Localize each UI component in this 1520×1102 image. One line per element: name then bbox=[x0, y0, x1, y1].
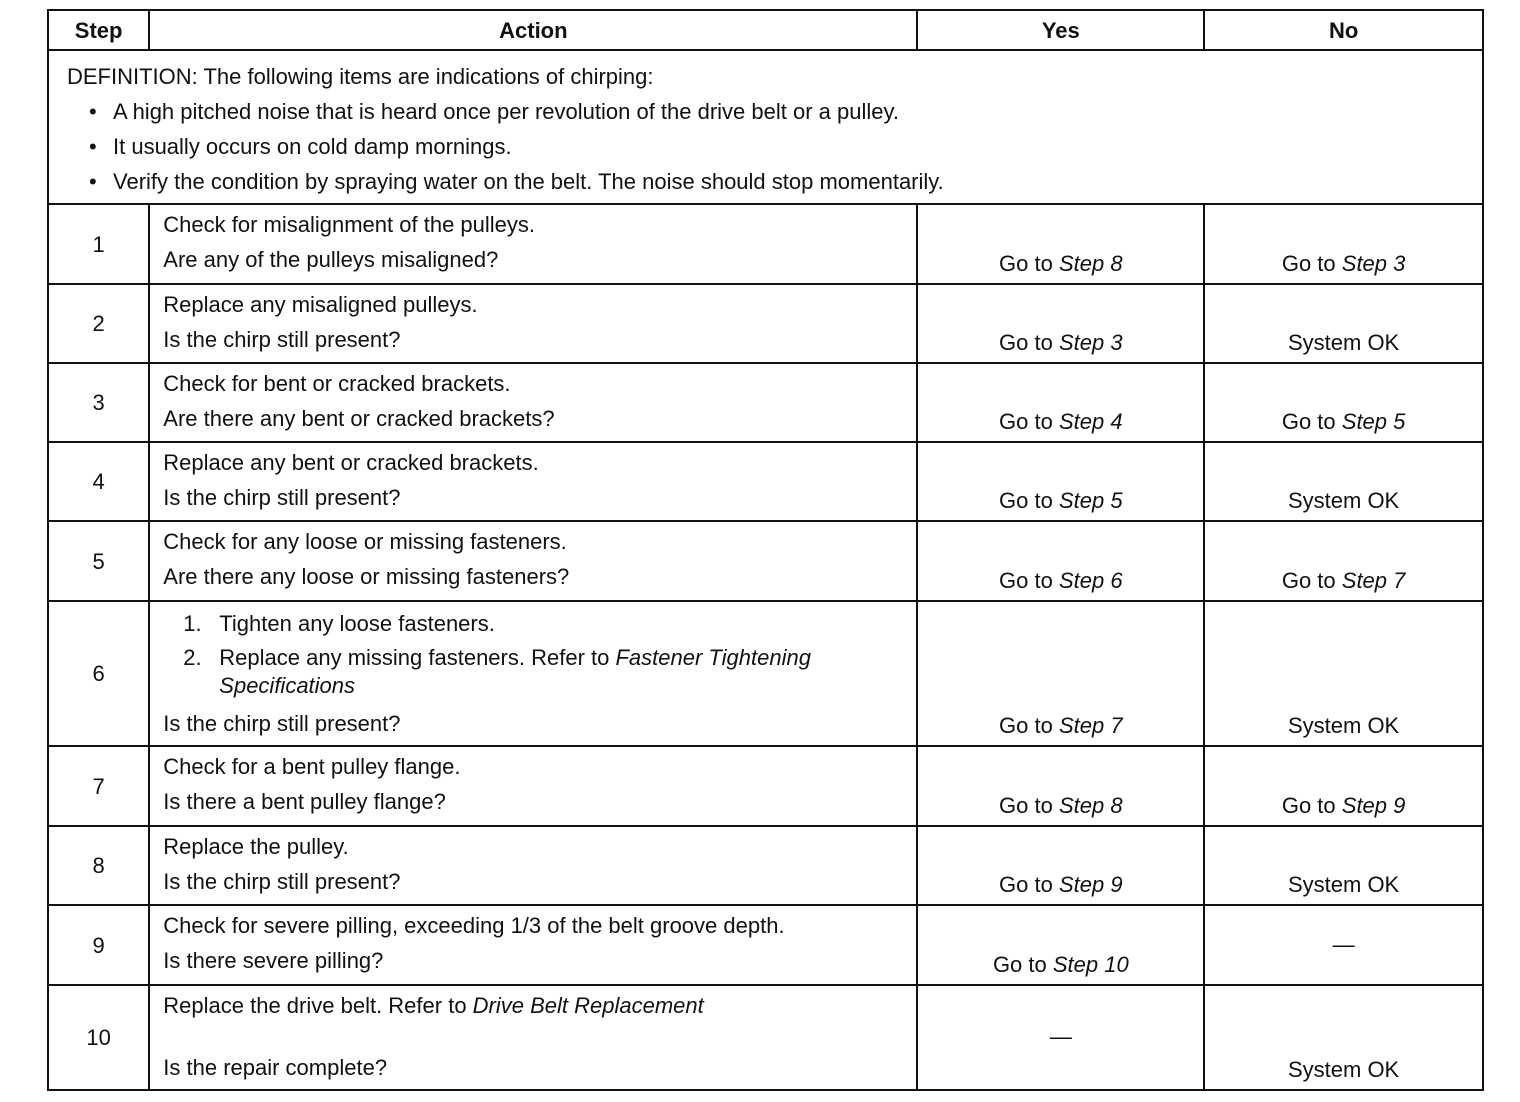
action-instruction: Replace any misaligned pulleys. bbox=[163, 292, 478, 317]
yes-prefix: Go to bbox=[999, 793, 1059, 818]
action-question: Are there any loose or missing fasteners? bbox=[163, 564, 570, 589]
yes-prefix: Go to bbox=[999, 488, 1059, 513]
header-no: No bbox=[1204, 10, 1483, 50]
step-number: 9 bbox=[48, 905, 149, 985]
action-cell bbox=[149, 905, 917, 985]
table-row bbox=[48, 284, 1483, 363]
yes-prefix: Go to bbox=[999, 713, 1059, 738]
yes-step-link[interactable]: Step 9 bbox=[1058, 872, 1123, 897]
yes-step-link[interactable]: Step 5 bbox=[1058, 488, 1123, 513]
action-question: Are any of the pulleys misaligned? bbox=[163, 247, 499, 272]
no-cell bbox=[1204, 204, 1483, 284]
yes-prefix: Go to bbox=[999, 330, 1059, 355]
step-number: 6 bbox=[48, 601, 149, 746]
action-question: Are there any bent or cracked brackets? bbox=[163, 406, 555, 431]
no-cell: System OK bbox=[1204, 601, 1483, 746]
definition-bullet: • A high pitched noise that is heard once per revolution of the drive belt or a pulley. bbox=[89, 94, 1466, 129]
table-row bbox=[48, 826, 1483, 905]
yes-prefix: Go to bbox=[992, 952, 1053, 977]
step-number: 1 bbox=[48, 204, 149, 284]
yes-cell bbox=[917, 284, 1204, 363]
table-row bbox=[48, 746, 1483, 826]
table-row bbox=[48, 363, 1483, 442]
drive-belt-replacement-link[interactable]: Drive Belt Replacement bbox=[472, 993, 704, 1018]
no-step-link[interactable]: Step 3 bbox=[1341, 251, 1406, 276]
table-row bbox=[48, 521, 1483, 601]
action-cell bbox=[149, 442, 917, 521]
action-question: Is the chirp still present? bbox=[163, 327, 401, 352]
yes-prefix: Go to bbox=[999, 409, 1059, 434]
action-instruction-text: Replace the drive belt. Refer to bbox=[163, 993, 473, 1018]
header-row bbox=[48, 10, 1483, 50]
yes-cell bbox=[917, 363, 1204, 442]
no-prefix: Go to bbox=[1281, 251, 1342, 276]
substep-text: Tighten any loose fasteners. bbox=[219, 611, 495, 636]
action-instruction bbox=[163, 988, 906, 1023]
yes-cell bbox=[917, 521, 1204, 601]
yes-cell bbox=[917, 905, 1204, 985]
step-number: 4 bbox=[48, 442, 149, 521]
no-cell: — bbox=[1204, 905, 1483, 985]
no-cell: System OK bbox=[1204, 826, 1483, 905]
step-number: 2 bbox=[48, 284, 149, 363]
definition-intro: DEFINITION: The following items are indications of chirping: bbox=[67, 64, 654, 89]
substep-number: 1. bbox=[183, 611, 202, 636]
action-cell bbox=[149, 204, 917, 284]
action-instruction: Check for misalignment of the pulleys. bbox=[163, 212, 536, 237]
action-cell bbox=[149, 746, 917, 826]
no-prefix: Go to bbox=[1281, 409, 1342, 434]
yes-cell bbox=[917, 826, 1204, 905]
yes-step-link[interactable]: Step 8 bbox=[1058, 251, 1123, 276]
header-yes: Yes bbox=[917, 10, 1204, 50]
action-cell bbox=[149, 826, 917, 905]
yes-cell bbox=[917, 442, 1204, 521]
yes-step-link[interactable]: Step 6 bbox=[1058, 568, 1123, 593]
yes-cell bbox=[917, 746, 1204, 826]
action-question: Is the repair complete? bbox=[163, 1055, 388, 1080]
yes-cell bbox=[917, 601, 1204, 746]
table-row bbox=[48, 905, 1483, 985]
substep-text-prefix: Replace any missing fasteners. Refer to bbox=[219, 645, 616, 670]
fastener-spec-link[interactable]: Fastener Tightening Specifications bbox=[219, 645, 811, 698]
header-action: Action bbox=[149, 10, 917, 50]
action-instruction: Check for any loose or missing fasteners. bbox=[163, 529, 567, 554]
step-number: 5 bbox=[48, 521, 149, 601]
definition-bullet: • It usually occurs on cold damp mornings. bbox=[89, 129, 1466, 164]
definition-cell bbox=[48, 50, 1483, 204]
no-prefix: Go to bbox=[1281, 793, 1342, 818]
action-question: Is the chirp still present? bbox=[163, 869, 401, 894]
no-cell: System OK bbox=[1204, 284, 1483, 363]
step-number: 10 bbox=[48, 985, 149, 1090]
definition-row bbox=[48, 50, 1483, 204]
action-instruction: Check for a bent pulley flange. bbox=[163, 754, 461, 779]
no-cell bbox=[1204, 746, 1483, 826]
no-cell: System OK bbox=[1204, 442, 1483, 521]
step-number: 7 bbox=[48, 746, 149, 826]
yes-cell bbox=[917, 204, 1204, 284]
step-number: 3 bbox=[48, 363, 149, 442]
substep-text bbox=[219, 644, 906, 700]
no-step-link[interactable]: Step 7 bbox=[1341, 568, 1406, 593]
yes-prefix: Go to bbox=[999, 251, 1059, 276]
yes-step-link[interactable]: Step 8 bbox=[1058, 793, 1123, 818]
step-number: 8 bbox=[48, 826, 149, 905]
yes-cell: — bbox=[917, 985, 1204, 1090]
action-instruction: Replace the pulley. bbox=[163, 834, 349, 859]
table-row bbox=[48, 204, 1483, 284]
no-step-link[interactable]: Step 5 bbox=[1341, 409, 1406, 434]
action-question: Is there severe pilling? bbox=[163, 948, 384, 973]
no-cell bbox=[1204, 363, 1483, 442]
table-row bbox=[48, 601, 1483, 746]
action-cell bbox=[149, 363, 917, 442]
yes-step-link[interactable]: Step 7 bbox=[1058, 713, 1123, 738]
action-question: Is the chirp still present? bbox=[163, 485, 401, 510]
yes-step-link[interactable]: Step 3 bbox=[1058, 330, 1123, 355]
yes-prefix: Go to bbox=[999, 568, 1059, 593]
no-cell: System OK bbox=[1204, 985, 1483, 1090]
table-row bbox=[48, 442, 1483, 521]
yes-step-link[interactable]: Step 4 bbox=[1058, 409, 1123, 434]
table-row bbox=[48, 985, 1483, 1090]
no-cell bbox=[1204, 521, 1483, 601]
definition-bullet: • Verify the condition by spraying water on the belt. The noise should stop momentarily. bbox=[89, 164, 1466, 199]
action-question: Is there a bent pulley flange? bbox=[163, 789, 446, 814]
substep-item bbox=[163, 610, 906, 638]
action-cell bbox=[149, 601, 917, 746]
header-step: Step bbox=[48, 10, 149, 50]
action-cell bbox=[149, 284, 917, 363]
action-cell bbox=[149, 985, 917, 1090]
diagnostic-table bbox=[47, 9, 1484, 1091]
yes-step-link[interactable]: Step 10 bbox=[1052, 952, 1129, 977]
substep-number: 2. bbox=[183, 645, 202, 670]
definition-list bbox=[67, 94, 1466, 199]
no-step-link[interactable]: Step 9 bbox=[1341, 793, 1406, 818]
action-question: Is the chirp still present? bbox=[163, 711, 401, 736]
action-instruction: Check for bent or cracked brackets. bbox=[163, 371, 511, 396]
action-cell bbox=[149, 521, 917, 601]
substep-item bbox=[163, 644, 906, 700]
action-instruction: Check for severe pilling, exceeding 1/3 of the belt groove depth. bbox=[163, 913, 785, 938]
no-prefix: Go to bbox=[1281, 568, 1342, 593]
action-instruction: Replace any bent or cracked brackets. bbox=[163, 450, 539, 475]
yes-prefix: Go to bbox=[999, 872, 1059, 897]
